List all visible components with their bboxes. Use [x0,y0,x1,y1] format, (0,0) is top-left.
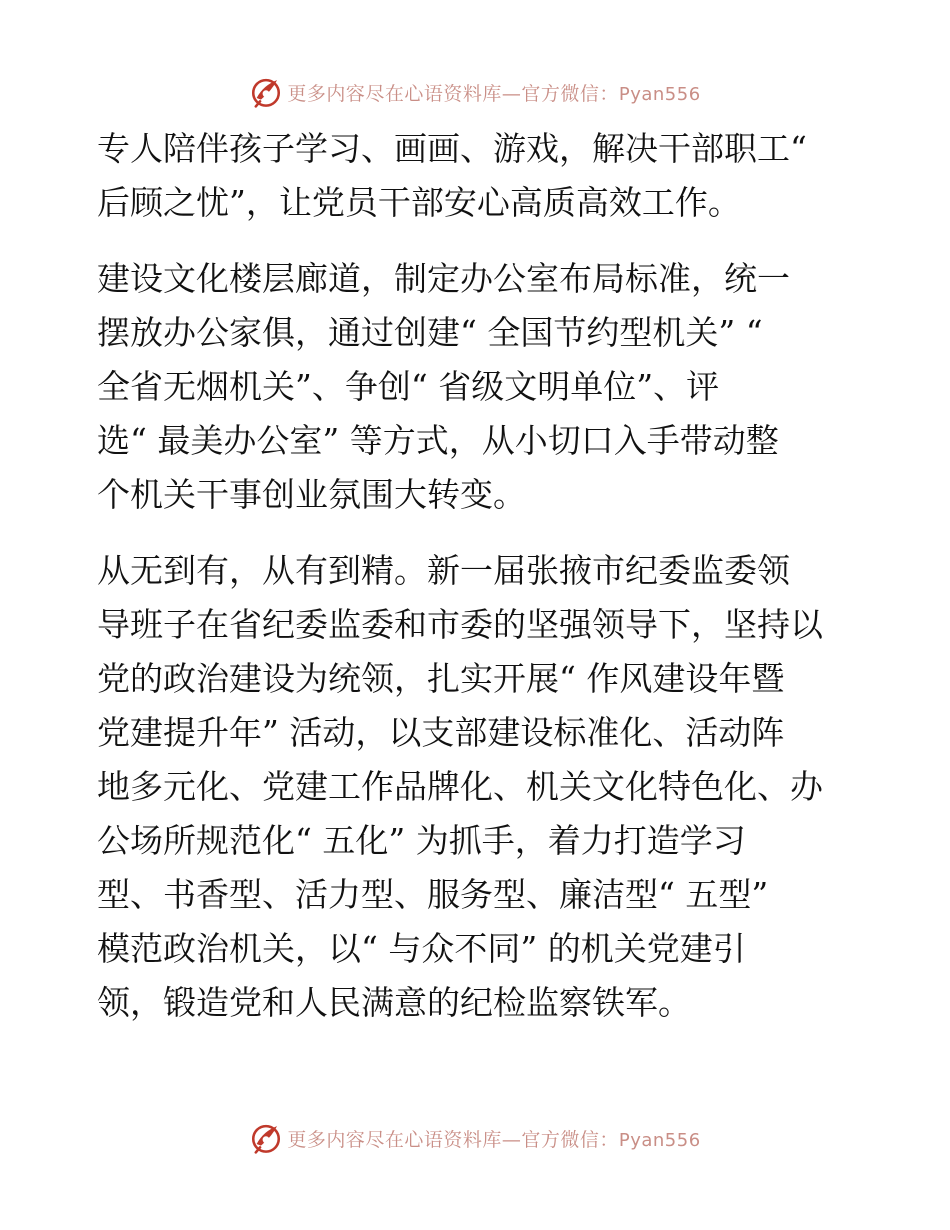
header-banner [0,72,950,112]
text-line: 党的政治建设为统领，扎实开展“ 作风建设年暨 [97,659,785,698]
logo-icon [249,1121,283,1155]
text-line: 导班子在省纪委监委和市委的坚强领导下，坚持以 [97,605,823,644]
banner-text [287,79,700,106]
paragraph-1 [97,122,857,230]
text-line: 公场所规范化“ 五化” 为抓手，着力打造学习 [97,821,746,860]
text-line: 全省无烟机关”、争创“ 省级文明单位”、评 [97,367,720,406]
banner-text [287,1125,700,1152]
text-line: 型、书香型、活力型、服务型、廉洁型“ 五型” [97,875,769,914]
banner-slogan: 更多内容尽在心语资料库—官方微信： [287,82,619,105]
text-line: 建设文化楼层廊道，制定办公室布局标准，统一 [97,259,790,298]
text-line: 个机关干事创业氛围大转变。 [97,475,526,514]
text-line: 摆放办公家俱，通过创建“ 全国节约型机关” “ [97,313,763,352]
text-line: 从无到有，从有到精。新一届张掖市纪委监委领 [97,551,790,590]
text-line: 后顾之忧”，让党员干部安心高质高效工作。 [97,183,741,222]
text-line: 党建提升年” 活动，以支部建设标准化、活动阵 [97,713,785,752]
paragraph-3 [97,544,857,1030]
text-line: 领，锻造党和人民满意的纪检监察铁军。 [97,983,691,1022]
banner-wechat-id: Pyan556 [618,1129,701,1151]
banner-slogan: 更多内容尽在心语资料库—官方微信： [287,1128,619,1151]
document-body [97,122,857,1030]
footer-banner [0,1118,950,1158]
text-line: 选“ 最美办公室” 等方式，从小切口入手带动整 [97,421,779,460]
paragraph-2 [97,252,857,522]
text-line: 模范政治机关，以“ 与众不同” 的机关党建引 [97,929,746,968]
banner-wechat-id: Pyan556 [618,83,701,105]
text-line: 专人陪伴孩子学习、画画、游戏，解决干部职工“ [97,129,807,168]
logo-icon [249,75,283,109]
text-line: 地多元化、党建工作品牌化、机关文化特色化、办 [97,767,823,806]
